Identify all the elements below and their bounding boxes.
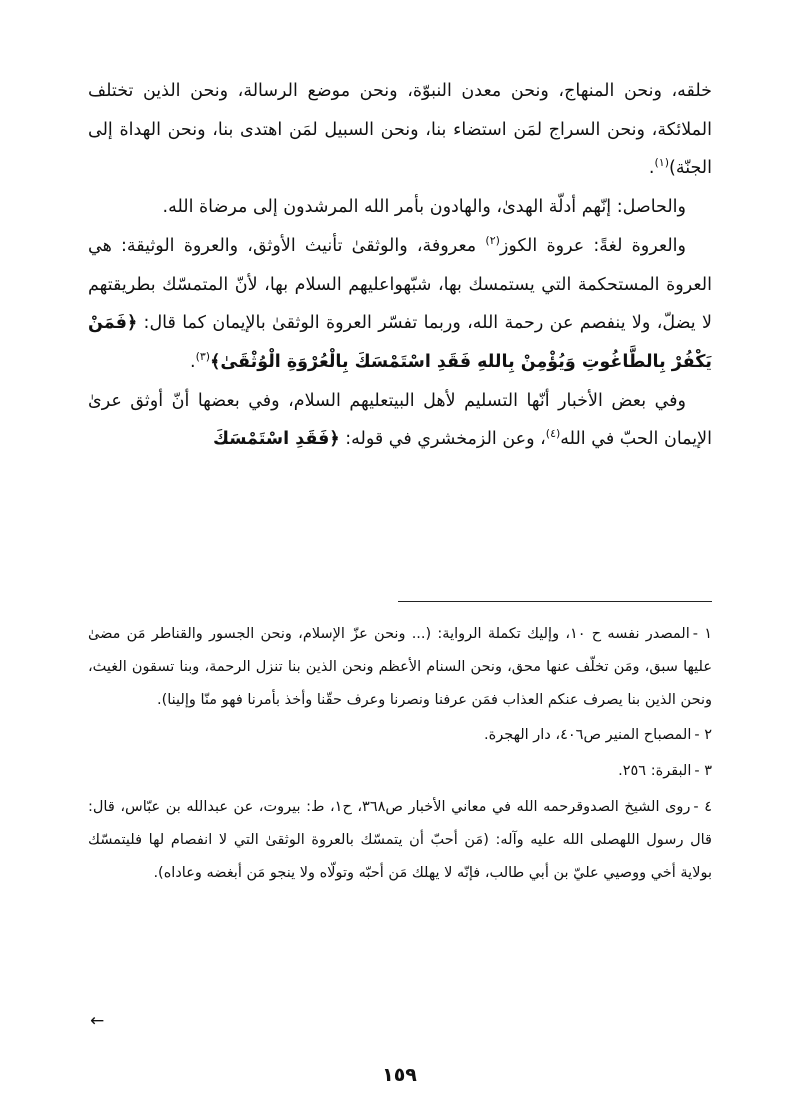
paragraph-3 <box>88 227 712 382</box>
paragraph-4-text-a: وفي بعض الأخبار أنّها التسليم لأهل البيتعليهم السلام، وفي بعضها أنّ أوثق عرىٰ الإيمان الحبّ في الله <box>88 390 712 450</box>
footnote-text: البقرة: ٢٥٦. <box>618 763 692 780</box>
footnote-number: ٤ - <box>693 798 712 815</box>
footnote-text: المصباح المنير ص٤٠٦، دار الهجرة. <box>484 727 692 744</box>
paragraph-1-end: . <box>648 158 655 179</box>
page-number: ١٥٩ <box>382 1064 417 1086</box>
paragraph-1-text: خلقه، ونحن المنهاج، ونحن معدن النبوّة، ونحن موضع الرسالة، ونحن الذين تختلف الملائكة، ونحن السراج لمَن استضاء بنا، ونحن السبيل لمَن اهتدى بنا، ونحن الهداة إلى الجنّة) <box>88 81 712 179</box>
paragraph-3-text-a: والعروة لغةً: عروة الكوز <box>499 235 686 256</box>
paragraph-2 <box>88 188 712 227</box>
footnote-number: ٣ - <box>694 763 712 780</box>
footnote-ref-2: (٢) <box>485 233 500 247</box>
quran-verse-partial: ﴿فَقَدِ اسْتَمْسَكَ <box>212 429 340 450</box>
footnote-number: ١ - <box>692 626 712 642</box>
paragraph-1 <box>88 72 712 188</box>
footnote-number: ٢ - <box>694 727 712 744</box>
footnote-text: المصدر نفسه ح ١٠، وإليك تكملة الرواية: (... ونحن عزّ الإسلام، ونحن الجسور والقناطر مَن مضىٰ عليها سبق، ومَن تخلّف عنها محق، ونحن السنام الأعظم ونحن الذين بنا تنزل الرحمة، وبنا تسقون الغيث، ونحن الذين بنا يصرف عنكم العذاب فمَن عرفنا ونصرنا وعرف حقّنا وأخذ بأمرنا فهو منّا وإلينا). <box>88 626 712 708</box>
footnote-ref-1: (١) <box>654 156 670 170</box>
footnote-ref-3: (٣) <box>195 350 211 364</box>
footnotes <box>88 618 712 892</box>
footnote-2 <box>88 719 712 752</box>
paragraph-4-text-b: ، وعن الزمخشري في قوله: <box>339 429 546 450</box>
footnote-4 <box>88 791 712 889</box>
footnote-text: روى الشيخ الصدوقرحمه الله في معاني الأخبار ص٣٦٨، ح١، ط: بيروت، عن عبدالله بن عبّاس، قال: قال رسول اللهصلى الله عليه وآله: (مَن أحبّ أن يتمسّك بالعروة الوثقىٰ التي لا انفصام لها فليتمسّك بولاية أخي ووصيي عليّ بن أبي طالب، فإنّه لا يهلك مَن أحبّه وتولّاه ولا ينجو مَن أبغضه وعاداه). <box>88 798 712 881</box>
footnote-1 <box>88 618 712 716</box>
footnote-divider <box>398 601 712 602</box>
paragraph-3-text-b: معروفة، والوثقىٰ تأنيث الأوثق، والعروة الوثيقة: هي العروة المستحكمة التي يستمسك بها، شبّهواعليهم السلام بها، لأنّ المتمسّك بطريقتهم لا يضلّ، ولا ينفصم عن رحمة الله، وربما تفسّر العروة الوثقىٰ بالإيمان كما قال: <box>88 235 712 334</box>
continue-arrow-icon: ← <box>90 1011 105 1031</box>
footnote-3 <box>88 755 712 788</box>
paragraph-2-text: والحاصل: إنّهم أدلّة الهدىٰ، والهادون بأمر الله المرشدون إلى مرضاة الله. <box>162 197 686 218</box>
quran-verse: ﴿فَمَنْ يَكْفُرْ بِالطَّاغُوتِ وَيُؤْمِنْ بِاللهِ فَقَدِ اسْتَمْسَكَ بِالْعُرْوَةِ الْوُثْقَىٰ﴾ <box>88 313 712 372</box>
footnote-ref-4: (٤) <box>545 427 561 441</box>
paragraph-3-end: . <box>190 351 196 372</box>
main-text <box>88 72 712 459</box>
paragraph-4 <box>88 382 712 459</box>
